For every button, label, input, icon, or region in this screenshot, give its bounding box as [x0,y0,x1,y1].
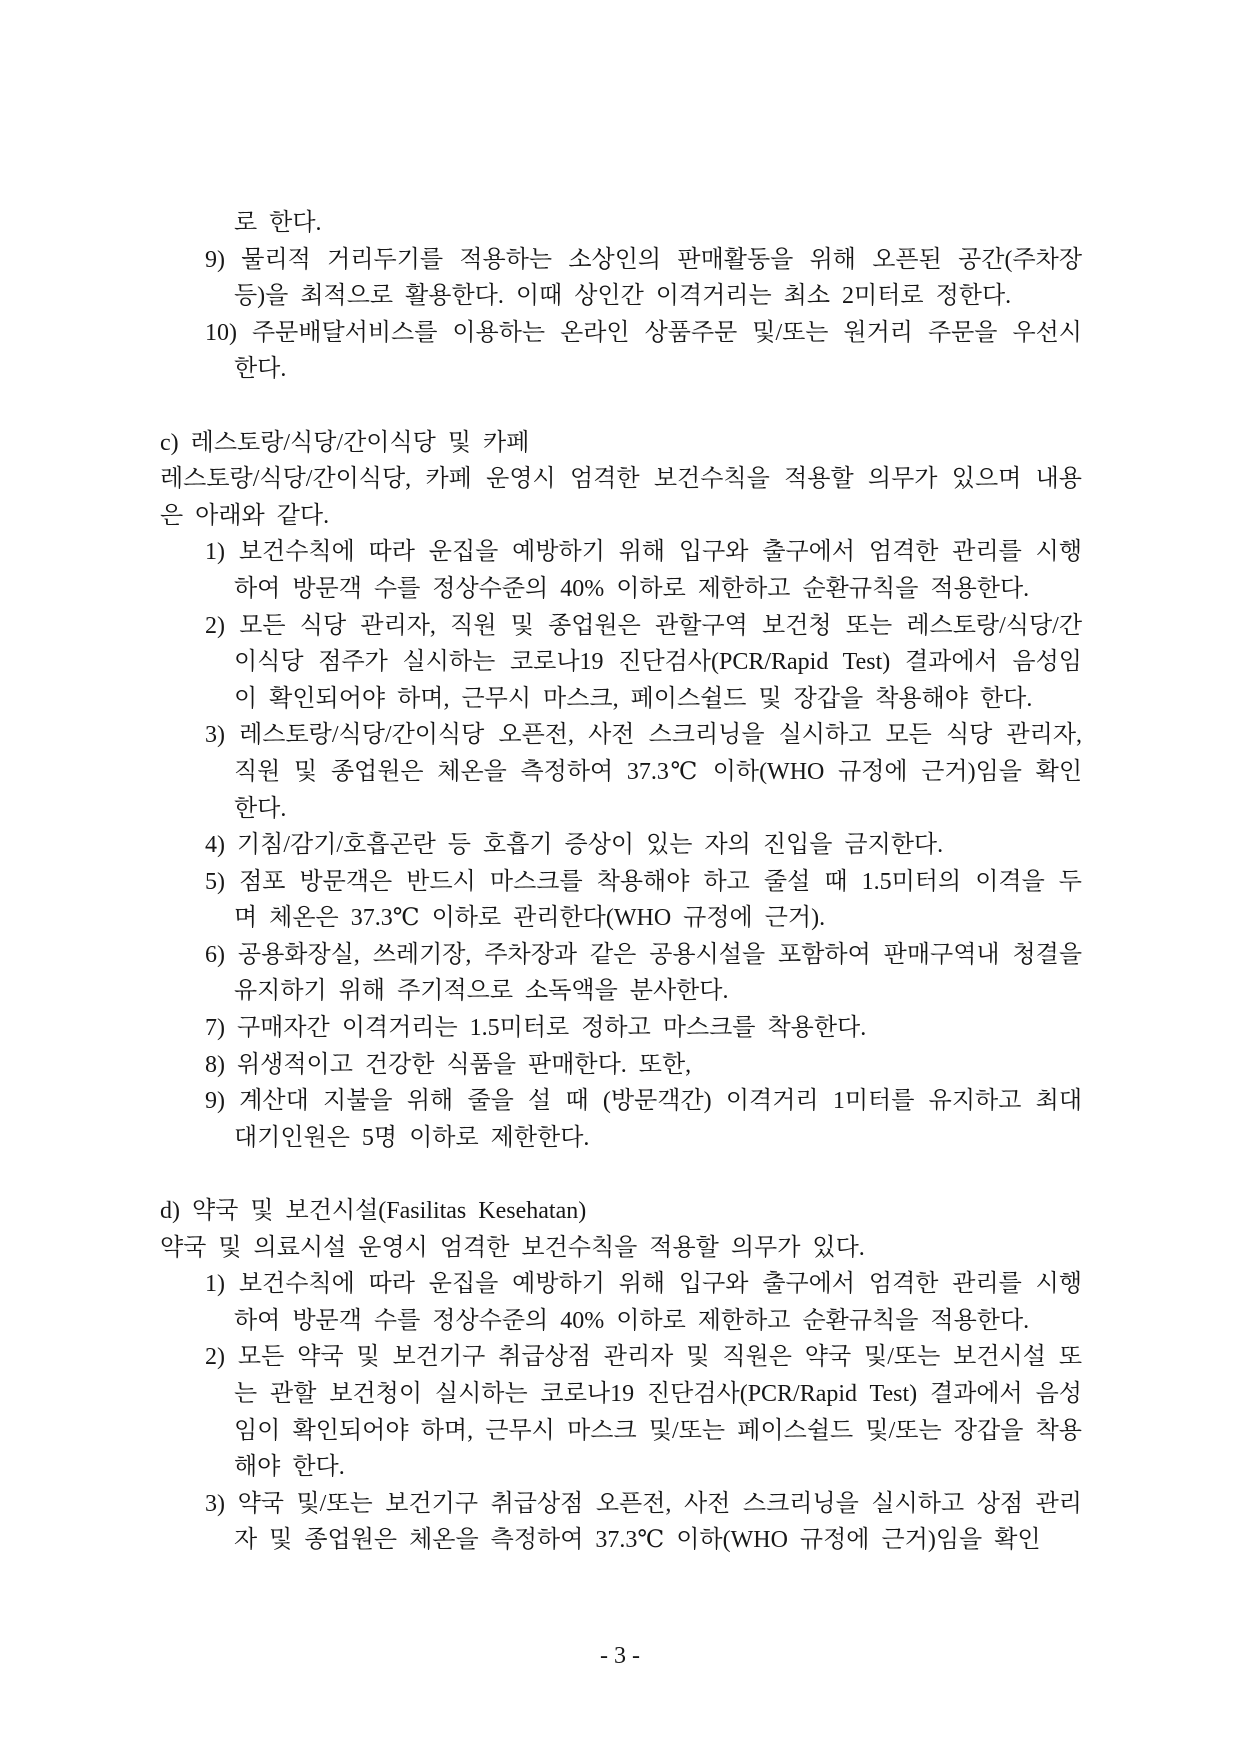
item-number: 9) [205,246,225,273]
item-text: 약국 및/또는 보건기구 취급상점 오픈전, 사전 스크리닝을 실시하고 상점 관리자 및 종업원은 체온을 측정하여 37.3℃ 이하(WHO 규정에 근거)임을 확인 [234,1490,1082,1554]
item-number: 1) [205,539,225,566]
page-number: - 3 - [600,1643,640,1669]
item-text: 보건수칙에 따라 운집을 예방하기 위해 입구와 출구에서 엄격한 관리를 시행하여 방문객 수를 정상수준의 40% 이하로 제한하고 순환규칙을 적용한다. [234,1271,1083,1334]
item-text: 레스토랑/식당/간이식당 오픈전, 사전 스크리닝을 실시하고 모든 식당 관리자, 직원 및 종업원은 체온을 측정하여 37.3℃ 이하(WHO 규정에 근거)임을 확인한다. [234,722,1082,822]
item-text: 기침/감기/호흡곤란 등 호흡기 증상이 있는 자의 진입을 금지한다. [237,832,944,859]
list-item [160,242,1082,315]
carryover-text: 로 한다. [234,210,322,236]
list-item [160,864,1082,937]
item-number: 1) [205,1271,225,1298]
list-item [160,1083,1082,1156]
item-text: 구매자간 이격거리는 1.5미터로 정하고 마스크를 착용한다. [237,1015,867,1042]
item-text: 계산대 지불을 위해 줄을 설 때 (방문객간) 이격거리 1미터를 유지하고 최대 대기인원은 5명 이하로 제한한다. [234,1088,1082,1151]
item-number: 2) [205,612,225,639]
list-item [160,315,1082,388]
list-item [160,1266,1082,1339]
item-number: 3) [205,722,225,749]
section-intro: 레스토랑/식당/간이식당, 카페 운영시 엄격한 보건수칙을 적용할 의무가 있으며 내용은 아래와 같다. [160,466,1082,529]
item-text: 물리적 거리두기를 적용하는 소상인의 판매활동을 위해 오픈된 공간(주차장 등)을 최적으로 활용한다. 이때 상인간 이격거리는 최소 2미터로 정한다. [234,246,1083,310]
list-item [160,1010,1082,1047]
item-number: 5) [205,868,225,895]
item-number: 9) [205,1088,225,1115]
item-number: 6) [205,941,225,968]
item-number: 10) [205,319,237,346]
list-item [160,937,1082,1010]
item-text: 모든 약국 및 보건기구 취급상점 관리자 및 직원은 약국 및/또는 보건시설 또는 관할 보건청이 실시하는 코로나19 진단검사(PCR/Rapid Test) 결과에서 음성임이 확인되어야 하며, 근무시 마스크 및/또는 페이스쉴드 및/또는 장갑을 착용해야 한다. [234,1344,1083,1481]
section-heading: c) 레스토랑/식당/간이식당 및 카페 [160,429,530,456]
document-body [160,205,1082,1559]
item-text: 공용화장실, 쓰레기장, 주차장과 같은 공용시설을 포함하여 판매구역내 청결을 유지하기 위해 주기적으로 소독액을 분사한다. [234,941,1082,1005]
list-item [160,1486,1082,1559]
list-item [160,827,1082,864]
item-number: 4) [205,832,225,859]
item-number: 8) [205,1051,225,1078]
item-text: 위생적이고 건강한 식품을 판매한다. 또한, [237,1051,692,1078]
list-item [160,1339,1082,1485]
section-pharmacies-health-facilities [160,1193,1082,1559]
item-text: 주문배달서비스를 이용하는 온라인 상품주문 및/또는 원거리 주문을 우선시 한다. [234,319,1082,383]
item-text: 보건수칙에 따라 운집을 예방하기 위해 입구와 출구에서 엄격한 관리를 시행하여 방문객 수를 정상수준의 40% 이하로 제한하고 순환규칙을 적용한다. [234,539,1083,602]
list-item [160,1047,1082,1084]
list-item [160,534,1082,607]
item-text: 모든 식당 관리자, 직원 및 종업원은 관할구역 보건청 또는 레스토랑/식당/간이식당 점주가 실시하는 코로나19 진단검사(PCR/Rapid Test) 결과에서 음성임이 확인되어야 하며, 근무시 마스크, 페이스쉴드 및 장갑을 착용해야 한다. [234,612,1082,712]
section-restaurants-cafes [160,425,1082,1157]
section-heading: d) 약국 및 보건시설(Fasilitas Kesehatan) [160,1198,587,1225]
item-number: 2) [205,1344,225,1371]
list-item [160,717,1082,827]
item-number: 7) [205,1015,225,1042]
list-item [160,608,1082,718]
section-intro: 약국 및 의료시설 운영시 엄격한 보건수칙을 적용할 의무가 있다. [160,1234,865,1261]
item-number: 3) [205,1490,225,1517]
item-text: 점포 방문객은 반드시 마스크를 착용해야 하고 줄설 때 1.5미터의 이격을 두며 체온은 37.3℃ 이하로 관리한다(WHO 규정에 근거). [234,868,1082,932]
